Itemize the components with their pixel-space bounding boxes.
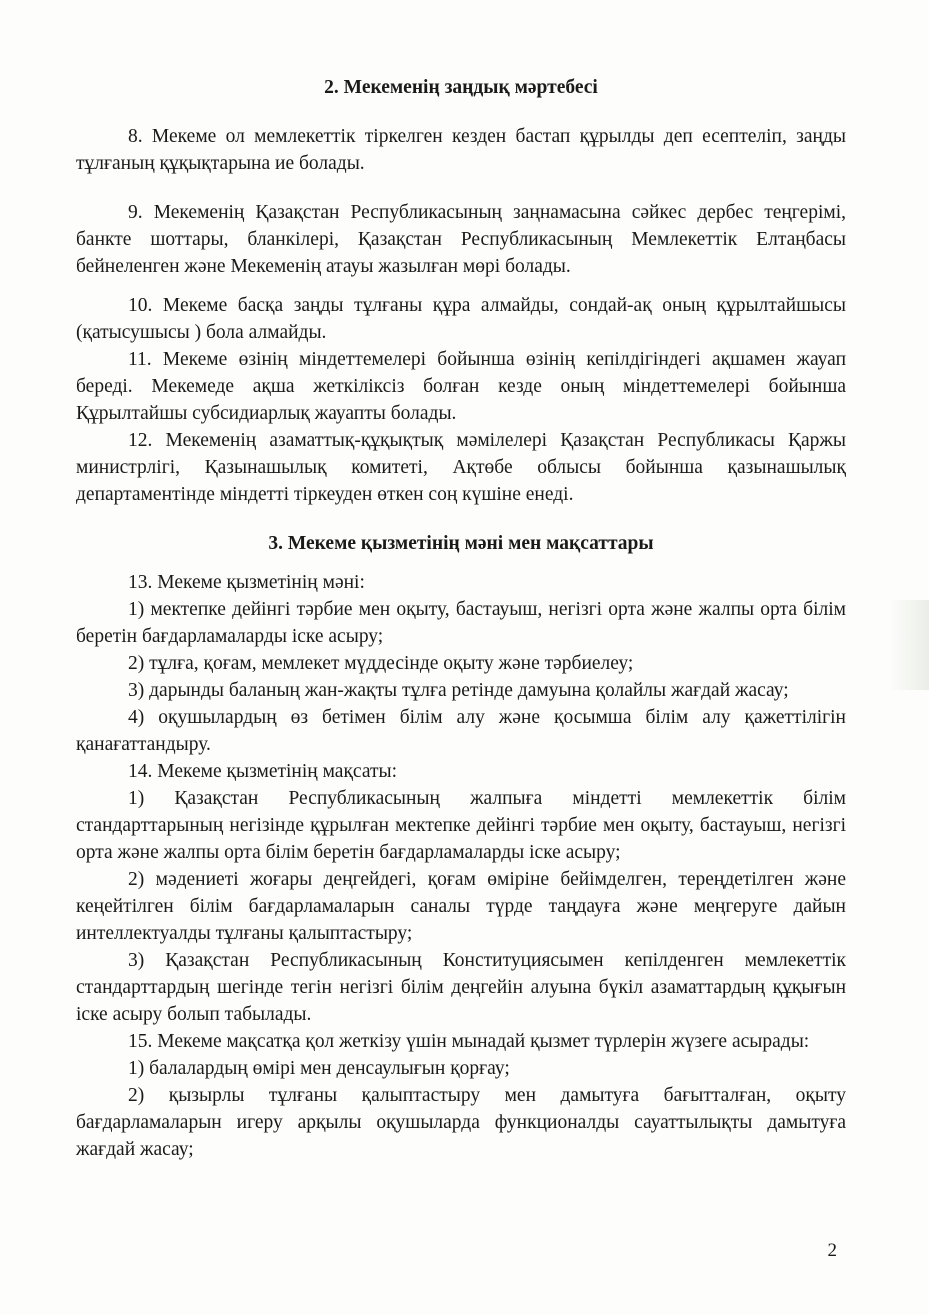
- section-2-title: 2. Мекеменің заңдық мәртебесі: [324, 77, 598, 98]
- list-item: 1) мектепке дейінгі тәрбие мен оқыту, бастауыш, негізгі орта және жалпы орта білім беретін бағдарламаларды іске асыру;: [76, 599, 846, 647]
- paragraph-13: 13. Мекеме қызметінің мәні:: [128, 572, 365, 593]
- list-item: 2) тұлға, қоғам, мемлекет мүддесінде оқыту және тәрбиелеу;: [128, 653, 634, 674]
- paragraph-8: 8. Мекеме ол мемлекеттік тіркелген кезден бастап құрылды деп есептеліп, заңды тұлғаның құқықтарына ие болады.: [76, 126, 846, 174]
- paragraph-11: 11. Мекеме өзінің міндеттемелері бойынша өзінің кепілдігіндегі ақшамен жауап береді. Мекемеде ақша жеткіліксіз болған кезде оның міндеттемелері бойынша Құрылтайшы субсидиарлық жауапты болады.: [76, 349, 846, 424]
- list-item: 1) Қазақстан Республикасының жалпыға міндетті мемлекеттік білім стандарттарының негізінде құрылған мектепке дейінгі тәрбие мен оқыту, бастауыш, негізгі орта және жалпы орта білім беретін бағдарламаларды іске асыру;: [76, 788, 846, 863]
- list-item: 1) балалардың өмірі мен денсаулығын қорғау;: [128, 1058, 510, 1079]
- scan-smudge: [889, 600, 929, 690]
- list-item: 4) оқушылардың өз бетімен білім алу және қосымша білім алу қажеттілігін қанағаттандыру.: [76, 707, 846, 755]
- list-item: 2) мәдениеті жоғары деңгейдегі, қоғам өміріне бейімделген, тереңдетілген және кеңейтілген білім бағдарламаларын саналы түрде таңдауға және меңгеруге дайын интеллектуалды тұлғаны қалыптастыру;: [76, 869, 846, 944]
- list-item: 3) Қазақстан Республикасының Конституциясымен кепілденген мемлекеттік стандарттардың шегінде тегін негізгі білім деңгейін алуына бүкіл азаматтардың құқығын іске асыру болып табылады.: [76, 950, 846, 1025]
- paragraph-15: 15. Мекеме мақсатқа қол жеткізу үшін мынадай қызмет түрлерін жүзеге асырады:: [128, 1031, 810, 1052]
- section-3-title: 3. Мекеме қызметінің мәні мен мақсаттары: [268, 533, 654, 554]
- paragraph-14: 14. Мекеме қызметінің мақсаты:: [128, 761, 398, 782]
- document-body: [76, 74, 846, 1163]
- list-item: 3) дарынды баланың жан-жақты тұлға ретінде дамуына қолайлы жағдай жасау;: [128, 680, 789, 701]
- page-number: 2: [827, 1240, 837, 1261]
- paragraph-9: 9. Мекеменің Қазақстан Республикасының заңнамасына сәйкес дербес теңгерімі, банкте шоттары, бланкілері, Қазақстан Республикасының Мемлекеттік Елтаңбасы бейнеленген және Мекеменің атауы жазылған мөрі болады.: [76, 202, 846, 277]
- paragraph-10: 10. Мекеме басқа заңды тұлғаны құра алмайды, сондай-ақ оның құрылтайшысы (қатысушысы ) бола алмайды.: [76, 295, 846, 343]
- paragraph-12: 12. Мекеменің азаматтық-құқықтық мәмілелері Қазақстан Республикасы Қаржы министрлігі, Қазынашылық комитеті, Ақтөбе облысы бойынша қазынашылық департаментінде міндетті тіркеуден өткен соң күшіне енеді.: [76, 430, 846, 505]
- list-item: 2) қызырлы тұлғаны қалыптастыру мен дамытуға бағытталған, оқыту бағдарламаларын игеру арқылы оқушыларда функционалды сауаттылықты дамытуға жағдай жасау;: [76, 1085, 846, 1160]
